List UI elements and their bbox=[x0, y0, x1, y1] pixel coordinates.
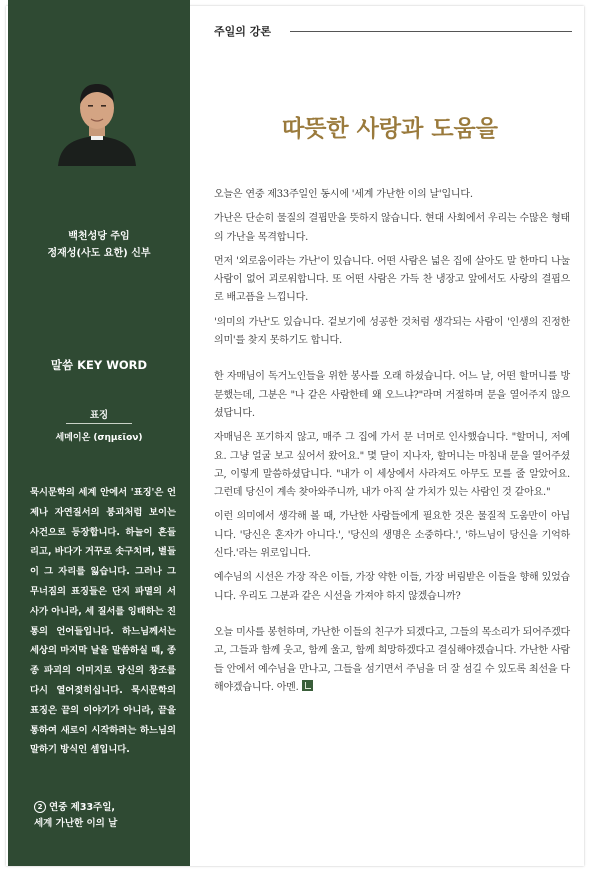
keyword-section-title: 말씀 KEY WORD bbox=[50, 358, 148, 372]
article-paragraph-final bbox=[214, 624, 570, 697]
article-paragraph: 오늘은 연중 제33주일인 동시에 '세계 가난한 이의 날'입니다. bbox=[214, 189, 473, 200]
author-parish: 백천성당 주임 bbox=[68, 231, 130, 242]
article-paragraph: 자매님은 포기하지 않고, 매주 그 집에 가서 문 너머로 인사했습니다. "할머니, 저예요. 그냥 얼굴 보고 싶어서 왔어요." 몇 달이 지나자, 할머니는 마침내 문을 열어주셨고, 이렇게 말씀하셨답니다. "내가 이 세상에서 사라져도 아무도 모를 줄 알았어요. 그런데 당신이 계속 찾아와주니까, 내가 아직 살 가치가 있는 사람인 것 같아요." bbox=[214, 432, 570, 499]
sidebar-panel bbox=[8, 0, 190, 866]
author-portrait bbox=[54, 76, 140, 166]
liturgical-date-line2: 세계 가난한 이의 날 bbox=[34, 818, 118, 829]
number-badge: 2 bbox=[34, 801, 46, 813]
liturgical-date bbox=[34, 800, 117, 832]
keyword-description: 묵시문학의 세계 안에서 '표징'은 언제나 자연질서의 붕괴처럼 보이는 사건으로 등장합니다. 하늘이 흔들리고, 바다가 거꾸로 솟구치며, 별들이 그 자리를 잃습니다. 그러나 그 무너짐의 표징들은 단지 파멸의 서사가 아니라, 세 질서를 잉태하는 진통의 언어들입니다. 하느님께서는 세상의 마지막 날을 말씀하실 때, 종종 파괴의 이미지로 당신의 창조를 다시 열어젖히십니다. 묵시문학의 표징은 끝의 이야기가 아니라, 끝을 통하여 새로이 시작하려는 하느님의 말하기 방식인 셈입니다. bbox=[30, 487, 176, 756]
article-paragraph: '의미의 가난'도 있습니다. 겉보기에 성공한 것처럼 생각되는 사람이 '인생의 진정한 의미'를 찾지 못하기도 합니다. bbox=[214, 316, 570, 347]
liturgical-date-line1: 연중 제33주일, bbox=[49, 802, 116, 813]
article-closing-text: 오늘 미사를 봉헌하며, 가난한 이들의 친구가 되겠다고, 그들의 목소리가 되어주겠다고, 그들과 함께 웃고, 함께 울고, 함께 희망하겠다고 결심해야겠습니다. 가난한 사람들 안에서 예수님을 만나고, 그들을 섬기면서 주님을 더 잘 섬길 수 있도록 최선을 다해야겠습니다. 아멘. bbox=[214, 626, 570, 693]
keyword-divider bbox=[66, 423, 132, 424]
article-paragraph: 한 자매님이 독거노인들을 위한 봉사를 오래 하셨습니다. 어느 날, 어떤 할머니를 방문했는데, 그분은 "나 같은 사람한테 왜 오느냐?"라며 거절하며 문을 열어주지 않으셨답니다. bbox=[214, 371, 570, 419]
keyword-term: 표징 bbox=[89, 410, 109, 421]
author-name: 정재성(사도 요한) 신부 bbox=[47, 248, 151, 259]
article-title: 따뜻한 사랑과 도움을 bbox=[282, 115, 498, 142]
article-paragraph: 이런 의미에서 생각해 볼 때, 가난한 사람들에게 필요한 것은 물질적 도움만이 아닙니다. '당신은 혼자가 아니다.', '당신의 생명은 소중하다.', '하느님이 당신을 기억하신다.'라는 위로입니다. bbox=[214, 511, 570, 560]
article-body bbox=[214, 186, 570, 703]
header-divider bbox=[290, 31, 572, 32]
article-paragraph: 먼저 '외로움이라는 가난'이 있습니다. 어떤 사람은 넓은 집에 살아도 말 한마디 나눌 사람이 없어 괴로워합니다. 또 어떤 사람은 가득 찬 냉장고 앞에서도 사랑의 결핍으로 배고픔을 느낍니다. bbox=[214, 255, 570, 304]
end-mark-icon bbox=[302, 680, 313, 691]
article-paragraph: 가난은 단순히 물질의 결핍만을 뜻하지 않습니다. 현대 사회에서 우리는 수많은 형태의 가난을 목격합니다. bbox=[214, 213, 570, 243]
section-label: 주일의 강론 bbox=[214, 25, 271, 38]
article-paragraph: 예수님의 시선은 가장 작은 이들, 가장 약한 이들, 가장 버림받은 이들을 향해 있었습니다. 우리도 그분과 같은 시선을 가져야 하지 않겠습니까? bbox=[214, 572, 570, 602]
keyword-original: 세메이온 (σημεῖον) bbox=[55, 433, 143, 443]
